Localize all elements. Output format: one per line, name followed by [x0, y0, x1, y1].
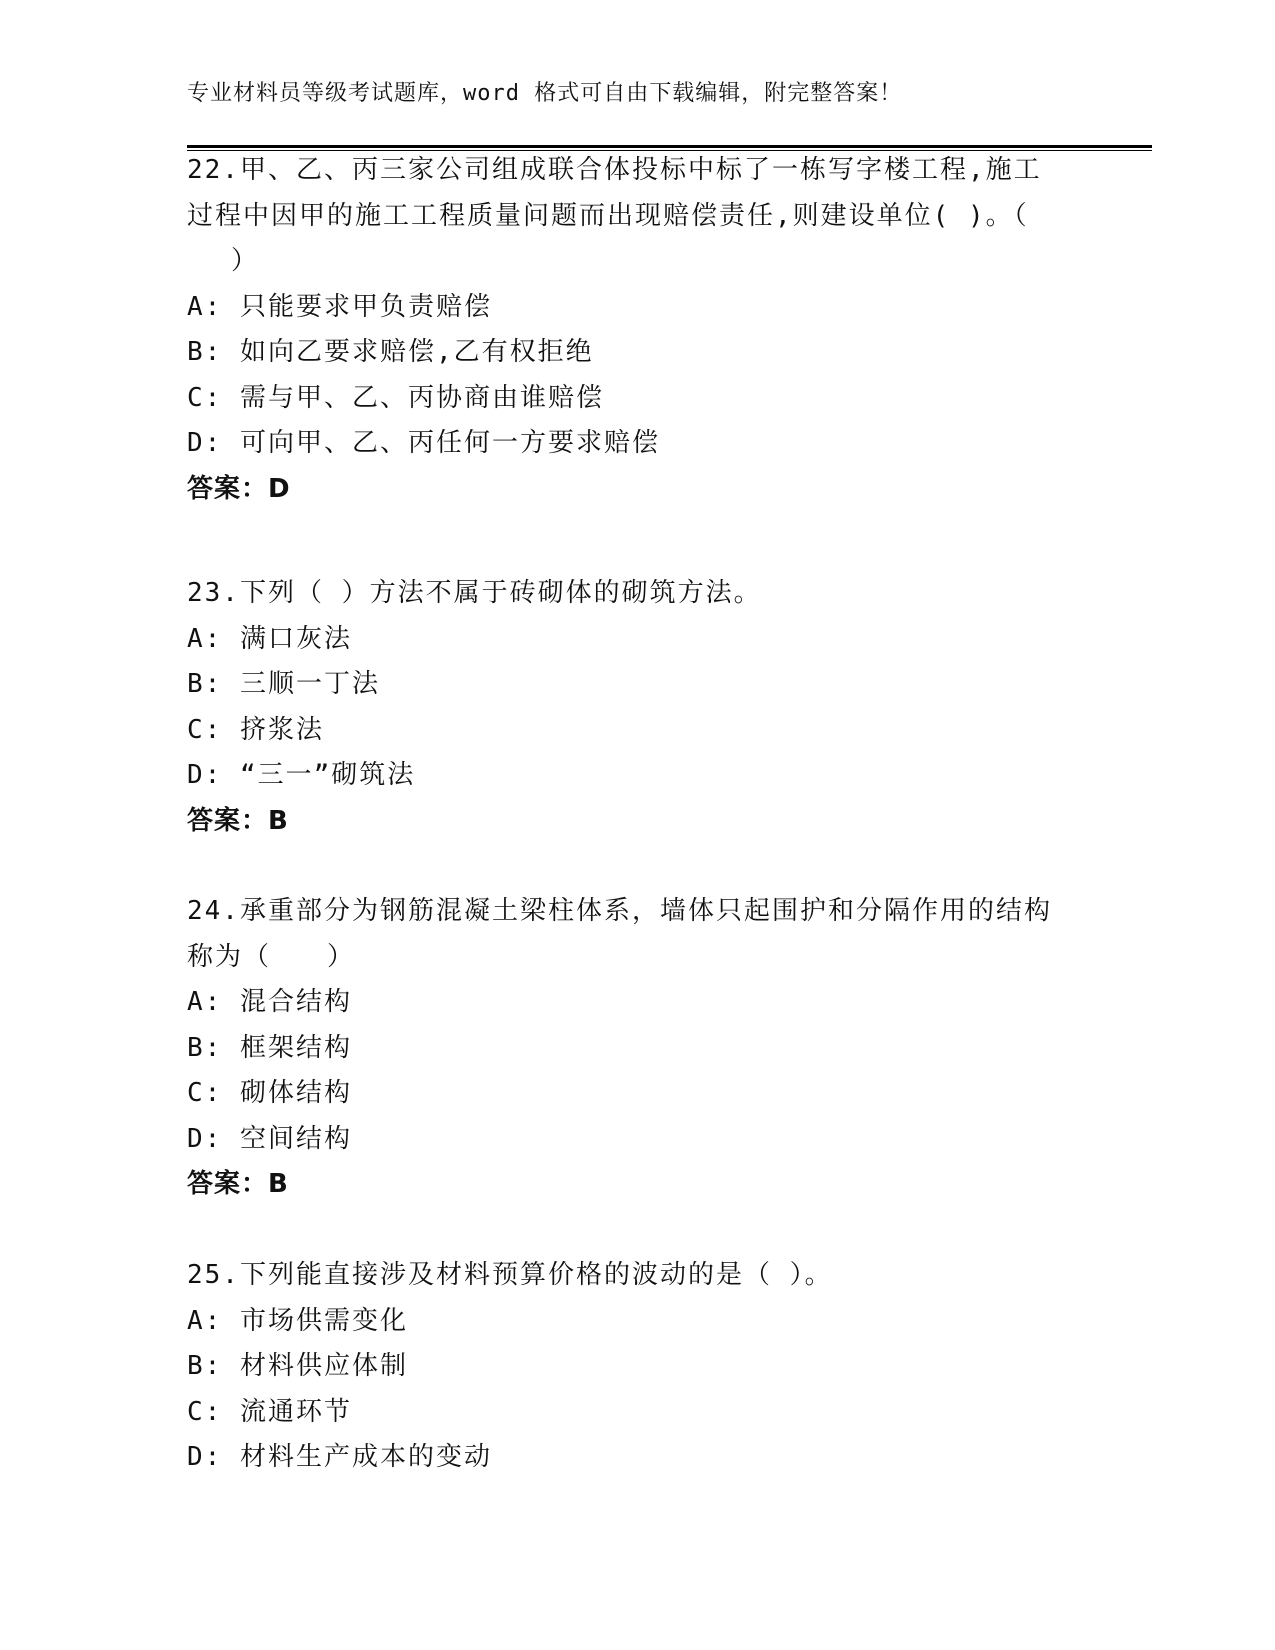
option-c: C: 流通环节	[187, 1396, 352, 1427]
question-22	[187, 148, 1067, 512]
option-a: A: 混合结构	[187, 987, 352, 1017]
option-b: B: 如向乙要求赔偿,乙有权拒绝	[187, 337, 594, 367]
question-stem-line: 23.下列（ ）方法不属于砖砌体的砌筑方法。	[187, 578, 762, 608]
option-d: D: 可向甲、乙、丙任何一方要求赔偿	[187, 428, 660, 458]
question-stem-line: ）	[231, 246, 260, 276]
option-d: D: “三一”砌筑法	[187, 760, 416, 790]
answer: 答案：D	[187, 473, 291, 504]
question-stem-line: 24.承重部分为钢筋混凝土梁柱体系，墙体只起围护和分隔作用的结构	[187, 896, 1052, 926]
question-stem-line: 25.下列能直接涉及材料预算价格的波动的是（ ）。	[187, 1260, 833, 1290]
option-a: A: 只能要求甲负责赔偿	[187, 291, 492, 322]
page-header: 专业材料员等级考试题库，word 格式可自由下载编辑，附完整答案！	[187, 81, 903, 106]
option-a: A: 满口灰法	[187, 623, 352, 654]
question-23	[187, 571, 1067, 844]
option-c: C: 砌体结构	[187, 1078, 352, 1108]
question-25	[187, 1253, 1067, 1481]
option-d: D: 空间结构	[187, 1123, 352, 1154]
question-24	[187, 889, 1067, 1208]
question-stem-line: 称为（ ）	[187, 941, 356, 972]
question-stem-line: 过程中因甲的施工工程质量问题而出现赔偿责任,则建设单位( )。（	[187, 200, 1029, 231]
option-a: A: 市场供需变化	[187, 1305, 408, 1336]
option-b: B: 材料供应体制	[187, 1351, 408, 1381]
option-c: C: 挤浆法	[187, 714, 324, 745]
question-stem-line: 22.甲、乙、丙三家公司组成联合体投标中标了一栋写字楼工程,施工	[187, 155, 1042, 185]
answer: 答案：B	[187, 805, 289, 836]
option-b: B: 框架结构	[187, 1032, 352, 1063]
option-b: B: 三顺一丁法	[187, 669, 380, 699]
option-d: D: 材料生产成本的变动	[187, 1442, 492, 1472]
answer: 答案：B	[187, 1169, 289, 1199]
option-c: C: 需与甲、乙、丙协商由谁赔偿	[187, 382, 604, 413]
